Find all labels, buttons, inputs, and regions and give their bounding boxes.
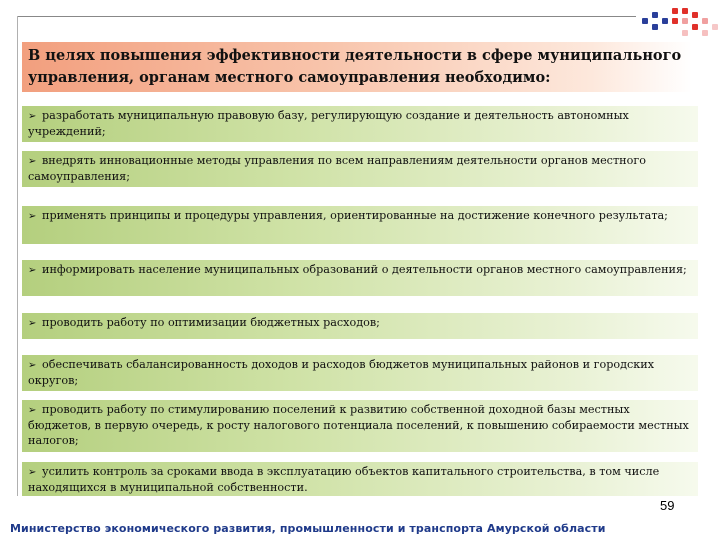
list-item-text: применять принципы и процедуры управления, ориентированные на достижение конечного результата; — [42, 209, 668, 222]
list-item-text: усилить контроль за сроками ввода в эксплуатацию объектов капитального строительства, в том числе находящихся в муниципальной собственности. — [28, 465, 660, 494]
slide-title: В целях повышения эффективности деятельности в сфере муниципального управления, органам местного самоуправления необходимо: — [22, 42, 692, 92]
footer-ministry: Министерство экономического развития, промышленности и транспорта Амурской области — [10, 522, 606, 535]
list-item — [22, 206, 698, 244]
list-item — [22, 400, 698, 452]
list-item-text: проводить работу по стимулированию поселений к развитию собственной доходной базы местных бюджетов, в первую очередь, к росту налогового потенциала поселений, к повышению собираемости местных налогов; — [28, 403, 689, 447]
decorative-dots-logo — [640, 4, 720, 44]
page-number: 59 — [660, 498, 675, 513]
arrowhead-bullet-icon: ➢ — [28, 111, 37, 122]
arrowhead-bullet-icon: ➢ — [28, 360, 37, 371]
list-item — [22, 151, 698, 187]
list-item-text: информировать население муниципальных образований о деятельности органов местного самоуправления; — [42, 263, 687, 276]
list-item-text: обеспечивать сбалансированность доходов и расходов бюджетов муниципальных районов и городских округов; — [28, 358, 655, 387]
list-item — [22, 106, 698, 142]
top-rule — [18, 16, 636, 17]
list-item — [22, 355, 698, 391]
arrowhead-bullet-icon: ➢ — [28, 265, 37, 276]
arrowhead-bullet-icon: ➢ — [28, 405, 37, 416]
list-item-text: внедрять инновационные методы управления по всем направлениям деятельности органов местного самоуправления; — [28, 154, 646, 183]
list-item — [22, 313, 698, 339]
list-item-text: разработать муниципальную правовую базу, регулирующую создание и деятельность автономных учреждений; — [28, 109, 629, 138]
arrowhead-bullet-icon: ➢ — [28, 467, 37, 478]
arrowhead-bullet-icon: ➢ — [28, 211, 37, 222]
list-item-text: проводить работу по оптимизации бюджетных расходов; — [42, 316, 380, 329]
arrowhead-bullet-icon: ➢ — [28, 318, 37, 329]
left-rule — [17, 16, 18, 496]
list-item — [22, 260, 698, 296]
arrowhead-bullet-icon: ➢ — [28, 156, 37, 167]
list-item — [22, 462, 698, 496]
